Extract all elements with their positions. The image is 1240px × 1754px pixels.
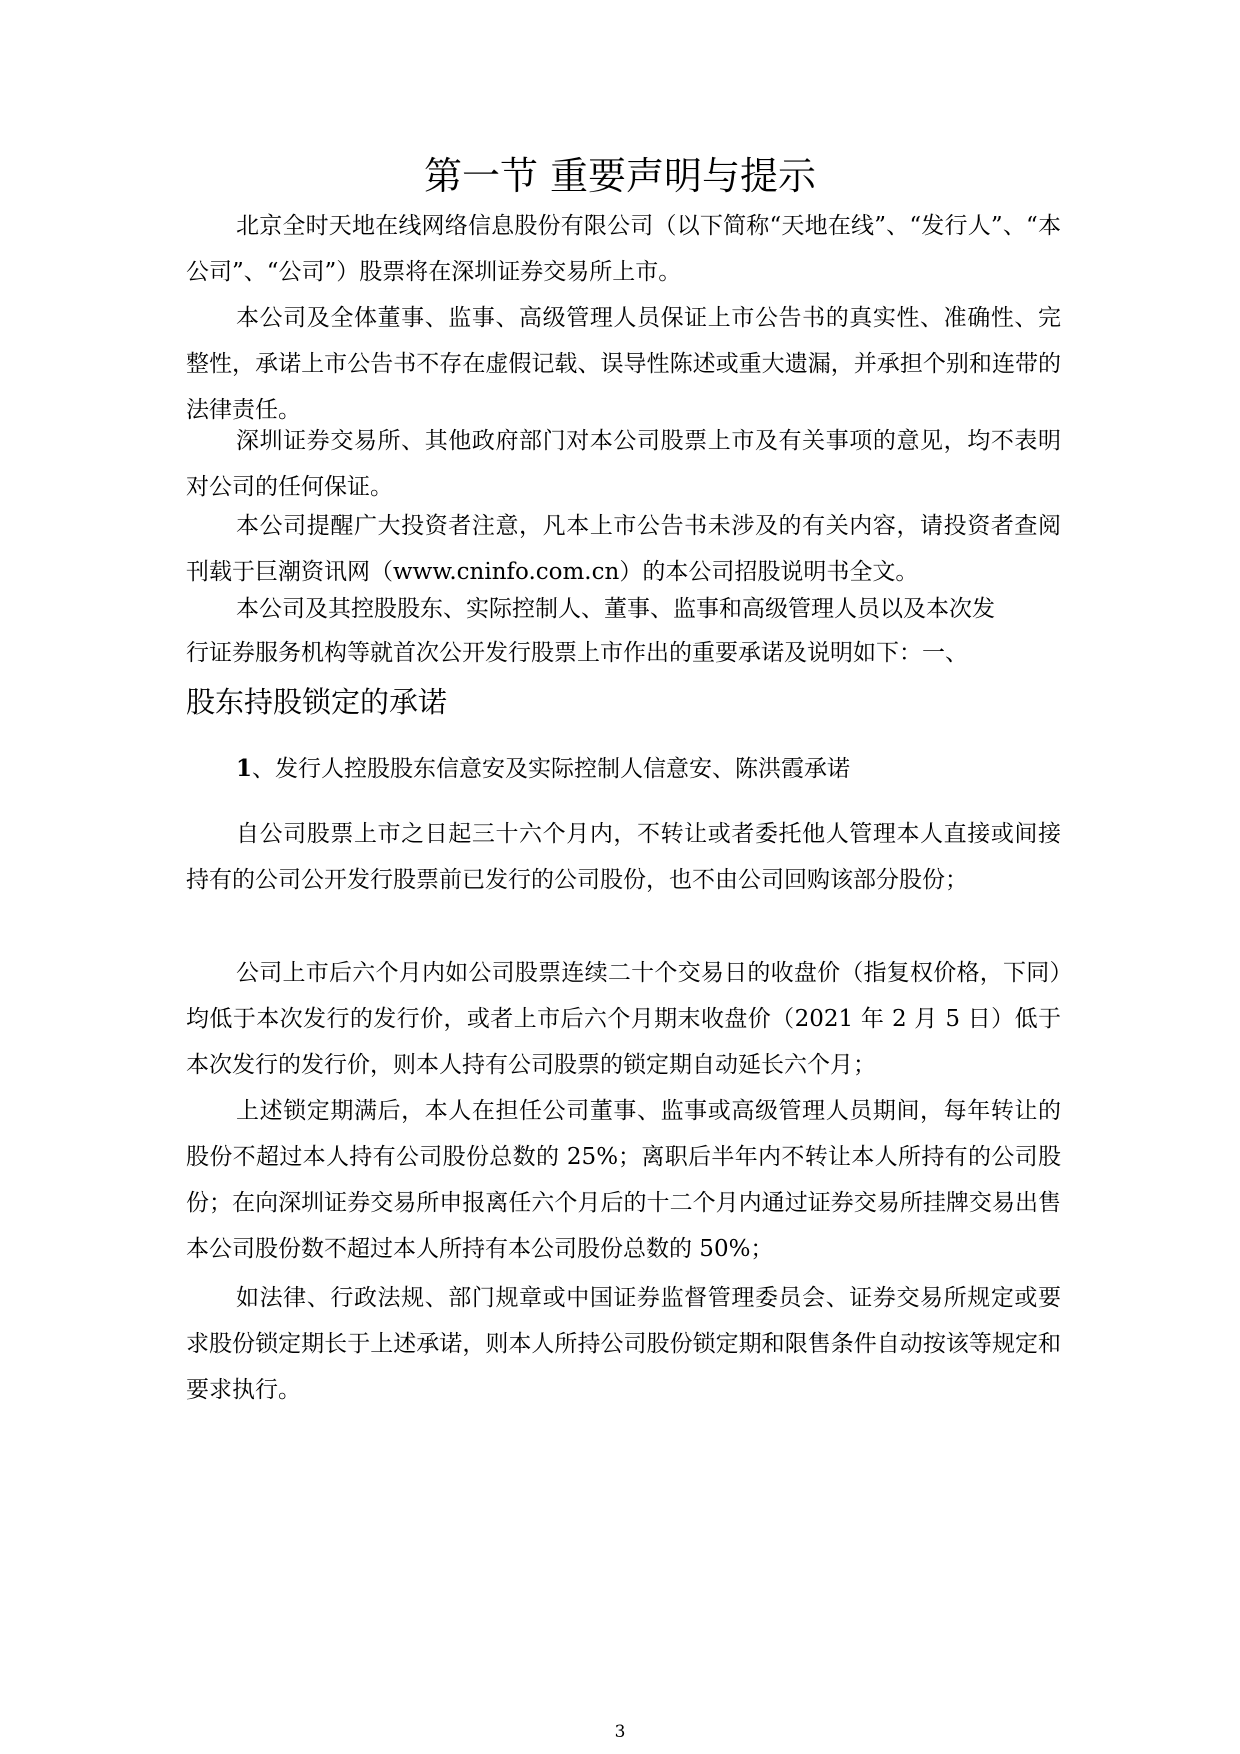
page-title: 第一节 重要声明与提示 — [423, 154, 817, 198]
exchange-disclaimer-paragraph: 深圳证券交易所、其他政府部门对本公司股票上市及有关事项的意见，均不表明对公司的任何保证。 — [186, 428, 1061, 500]
section-heading: 股东持股锁定的承诺 — [186, 685, 448, 719]
commitment-transfer-limit: 上述锁定期满后，本人在担任公司董事、监事或高级管理人员期间，每年转让的股份不超过本人持有公司股份总数的 25%；离职后半年内不转让本人所持有的公司股份；在向深圳证券交易所申报离任六个月后的十二个月内通过证券交易所挂牌交易出售本公司股份数不超过本人所持有本公司股份总数的 50%； — [186, 1098, 1061, 1262]
commitment-lockup: 自公司股票上市之日起三十六个月内，不转让或者委托他人管理本人直接或间接持有的公司公开发行股票前已发行的公司股份，也不由公司回购该部分股份； — [186, 821, 1061, 893]
subsection-heading — [186, 746, 1061, 792]
intro-paragraph: 北京全时天地在线网络信息股份有限公司（以下简称“天地在线”、“发行人”、“本公司”、“公司”）股票将在深圳证券交易所上市。 — [186, 213, 1061, 285]
page-number: 3 — [614, 1722, 626, 1742]
investor-notice-paragraph: 本公司提醒广大投资者注意，凡本上市公告书未涉及的有关内容，请投资者查阅刊载于巨潮资讯网（www.cninfo.com.cn）的本公司招股说明书全文。 — [186, 513, 1061, 585]
board-guarantee-paragraph: 本公司及全体董事、监事、高级管理人员保证上市公告书的真实性、准确性、完整性，承诺上市公告书不存在虚假记载、误导性陈述或重大遗漏，并承担个别和连带的法律责任。 — [186, 305, 1061, 423]
subsection-number: 1 — [236, 755, 253, 782]
subsection-title: 、发行人控股股东信意安及实际控制人信意安、陈洪霞承诺 — [252, 756, 851, 782]
commitment-regulatory-compliance: 如法律、行政法规、部门规章或中国证券监督管理委员会、证券交易所规定或要求股份锁定期长于上述承诺，则本人所持公司股份锁定期和限售条件自动按该等规定和要求执行。 — [186, 1285, 1061, 1403]
commitment-price-extension: 公司上市后六个月内如公司股票连续二十个交易日的收盘价（指复权价格，下同）均低于本次发行的发行价，或者上市后六个月期末收盘价（2021 年 2 月 5 日）低于本次发行的发行价，则本人持有公司股票的锁定期自动延长六个月； — [186, 960, 1061, 1078]
commitments-intro-paragraph: 本公司及其控股股东、实际控制人、董事、监事和高级管理人员以及本次发 — [236, 596, 995, 622]
commitments-intro-continuation: 行证券服务机构等就首次公开发行股票上市作出的重要承诺及说明如下：一、 — [186, 640, 968, 666]
